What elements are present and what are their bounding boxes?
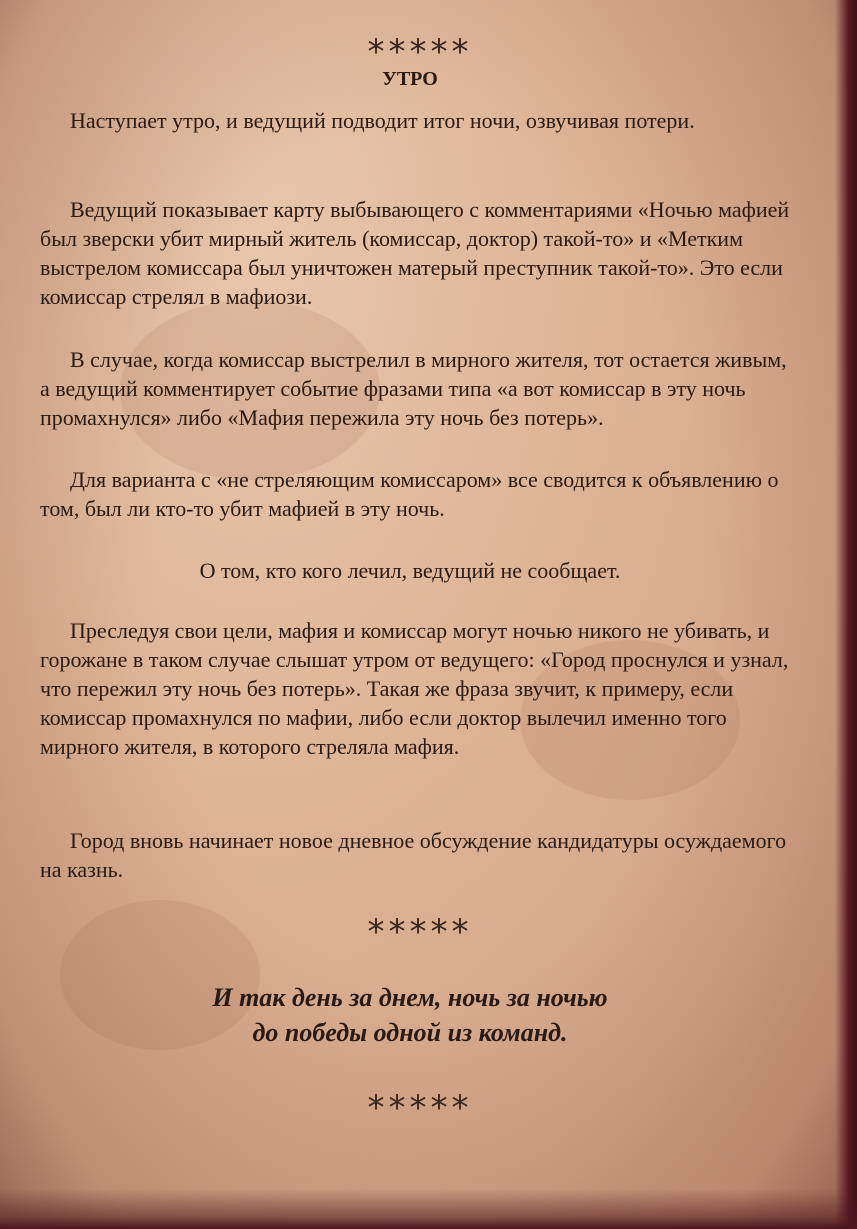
paragraph-7: Город вновь начинает новое дневное обсуждение кандидатуры осуждаемого на казнь. <box>40 828 787 882</box>
section-heading: УТРО <box>382 68 438 90</box>
paragraph-1: Наступает утро, и ведущий подводит итог ночи, озвучивая потери. <box>70 108 695 133</box>
page-edge-right <box>835 0 857 1229</box>
closing-line-2: до победы одной из команд. <box>252 1018 568 1047</box>
page-edge-bottom <box>0 1189 857 1229</box>
paragraph-4: Для варианта с «не стреляющим комиссаром» все сводится к объявлению о том, был ли кто-то убит мафией в эту ночь. <box>40 467 779 521</box>
paragraph-2: Ведущий показывает карту выбывающего с комментариями «Ночью мафией был зверски убит мирный житель (комиссар, доктор) такой-то» и «Метким выстрелом комиссара был уничтожен матерый преступник такой-то». Это если комиссар стрелял в мафиози. <box>40 197 790 309</box>
paragraph-6: Преследуя свои цели, мафия и комиссар могут ночью никого не убивать, и горожане в таком случае слышат утром от ведущего: «Город проснулся и узнал, что пережил эту ночь без потерь». Такая же фраза звучит, к примеру, если комиссар промахнулся по мафии, либо если доктор вылечил именно того мирного жителя, в которого стреляла мафия. <box>40 618 789 759</box>
paragraph-3: В случае, когда комиссар выстрелил в мирного жителя, тот остается живым, а ведущий комментирует событие фразами типа «а вот комиссар в эту ночь промахнулся» либо «Мафия пережила эту ночь без потерь». <box>40 347 787 430</box>
paragraph-5: О том, кто кого лечил, ведущий не сообщает. <box>199 558 621 583</box>
closing-line-1: И так день за днем, ночь за ночью <box>212 983 608 1012</box>
decorative-stars-bottom: ***** <box>367 1088 473 1128</box>
decorative-stars-top: ***** <box>367 32 473 72</box>
decorative-stars-middle: ***** <box>367 912 473 952</box>
